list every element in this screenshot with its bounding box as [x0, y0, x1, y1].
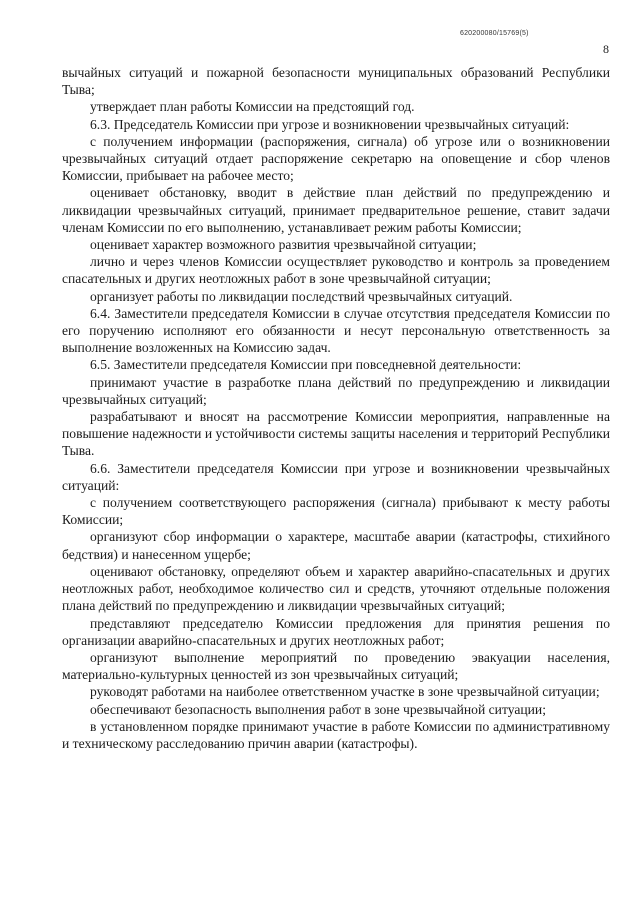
document-body [62, 64, 610, 752]
paragraph: 6.6. Заместители председателя Комиссии при угрозе и возникновении чрезвычайных ситуаций: [62, 460, 610, 493]
page-number: 8 [603, 42, 609, 56]
paragraph: разрабатывают и вносят на рассмотрение Комиссии мероприятия, направленные на повышение надежности и устойчивости системы защиты населения и территорий Республики Тыва. [62, 409, 611, 459]
paragraph: с получением соответствующего распоряжения (сигнала) прибывают к месту работы Комиссии; [62, 495, 610, 528]
paragraph: оценивает обстановку, вводит в действие план действий по предупреждению и ликвидации чрезвычайных ситуаций, принимает предварительное решение, ставит задачи членам Комиссии по его выполнению, устанавливает режим работы Комиссии; [62, 185, 610, 235]
paragraph: 6.4. Заместители председателя Комиссии в случае отсутствия председателя Комиссии по его поручению исполняют его обязанности и несут персональную ответственность за выполнение возложенных на Комиссию задач. [62, 305, 610, 356]
paragraph: 6.5. Заместители председателя Комиссии при повседневной деятельности: [90, 357, 522, 373]
paragraph: оценивают обстановку, определяют объем и характер аварийно-спасательных и других неотложных работ, необходимое количество сил и средств, уточняют отдельные положения плана действий по предупреждению и ликвидации чрезвычайных ситуаций; [62, 563, 610, 614]
paragraph: утверждает план работы Комиссии на предстоящий год. [90, 99, 415, 115]
paragraph: представляют председателю Комиссии предложения для принятия решения по организации аварийно-спасательных и других неотложных работ; [62, 615, 610, 648]
paragraph: вычайных ситуаций и пожарной безопасности муниципальных образований Республики Тыва; [62, 65, 610, 98]
paragraph: лично и через членов Комиссии осуществляет руководство и контроль за проведением спасательных и других неотложных работ в зоне чрезвычайной ситуации; [62, 254, 610, 287]
paragraph: организуют выполнение мероприятий по проведению эвакуации населения, материально-культурных ценностей из зон чрезвычайных ситуаций; [62, 649, 610, 683]
paragraph: оценивает характер возможного развития чрезвычайной ситуации; [90, 237, 477, 253]
paragraph: в установленном порядке принимают участие в работе Комиссии по административному и техническому расследованию причин аварии (катастрофы). [62, 718, 610, 751]
paragraph: принимают участие в разработке плана действий по предупреждению и ликвидации чрезвычайных ситуаций; [62, 374, 610, 407]
paragraph: организуют сбор информации о характере, масштабе аварии (катастрофы, стихийного бедствия) и нанесенном ущербе; [62, 529, 610, 562]
paragraph: руководят работами на наиболее ответственном участке в зоне чрезвычайной ситуации; [90, 684, 600, 700]
document-number: 620200080/15769(5) [460, 30, 529, 37]
paragraph: с получением информации (распоряжения, сигнала) об угрозе или о возникновении чрезвычайных ситуаций отдает распоряжение секретарю на оповещение и сбор членов Комиссии, прибывает на рабочее место; [62, 133, 610, 184]
paragraph: организует работы по ликвидации последствий чрезвычайных ситуаций. [90, 288, 513, 304]
paragraph: 6.3. Председатель Комиссии при угрозе и возникновении чрезвычайных ситуаций: [90, 116, 570, 132]
paragraph: обеспечивают безопасность выполнения работ в зоне чрезвычайной ситуации; [90, 701, 546, 717]
